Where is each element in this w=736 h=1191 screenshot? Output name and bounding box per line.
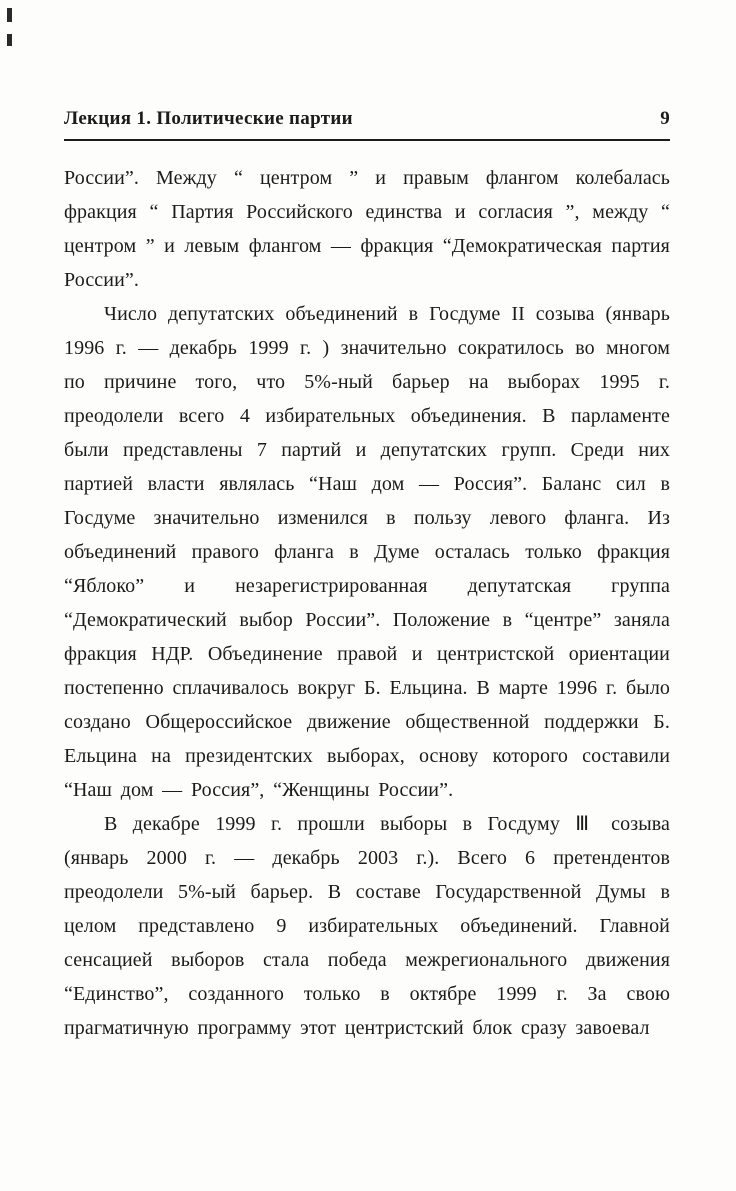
chapter-title: Лекция 1. Политические партии <box>64 108 353 129</box>
paragraph-1: России”. Между “ центром ” и правым флангом колебалась фракция “ Партия Российского единства и согласия ”, между “ центром ” и левым флангом — фракция “Демократическая партия России”. <box>64 167 670 291</box>
scan-artifact <box>7 34 12 46</box>
scan-artifact <box>7 8 12 22</box>
page-header <box>64 108 670 141</box>
page-number: 9 <box>660 108 670 129</box>
paragraph-3: В декабре 1999 г. прошли выборы в Госдуму Ⅲ созыва (январь 2000 г. — декабрь 2003 г.). Всего 6 претендентов преодолели 5%-ый барьер. В составе Государственной Думы в целом представлено 9 избирательных объединений. Главной сенсацией выборов стала победа межрегионального движения “Единство”, созданного только в октябре 1999 г. За свою прагматичную программу этот центристский блок сразу завоевал <box>64 813 670 1039</box>
page-body <box>64 161 670 1045</box>
paragraph-2: Число депутатских объединений в Госдуме II созыва (январь 1996 г. — декабрь 1999 г. ) значительно сократилось во многом по причине того, что 5%-ный барьер на выборах 1995 г. преодолели всего 4 избирательных объединения. В парламенте были представлены 7 партий и депутатских групп. Среди них партией власти являлась “Наш дом — Россия”. Баланс сил в Госдуме значительно изменился в пользу левого фланга. Из объединений правого фланга в Думе осталась только фракция “Яблоко” и незарегистрированная депутатская группа “Демократический выбор России”. Положение в “центре” заняла фракция НДР. Объединение правой и центристской ориентации постепенно сплачивалось вокруг Б. Ельцина. В марте 1996 г. было создано Общероссийское движение общественной поддержки Б. Ельцина на президентских выборах, основу которого составили “Наш дом — Россия”, “Женщины России”. <box>64 303 670 801</box>
